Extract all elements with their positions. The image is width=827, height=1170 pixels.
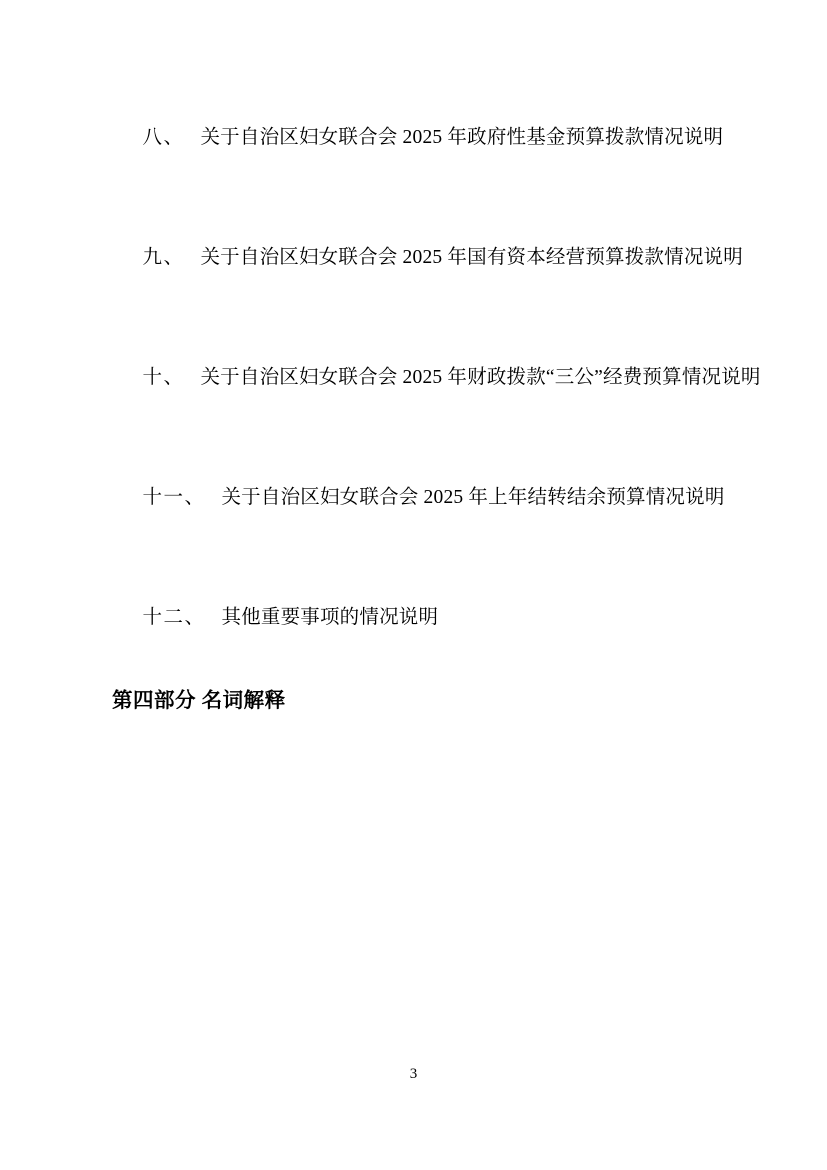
toc-entry (112, 198, 743, 318)
toc-entry (112, 78, 722, 198)
toc-entry-number: 十一、 (142, 487, 206, 508)
page-number: 3 (409, 1066, 418, 1082)
toc-entry-text: 关于自治区妇女联合会 2025 年政府性基金预算拨款情况说明 (200, 127, 724, 148)
toc-entry-text: 关于自治区妇女联合会 2025 年上年结转结余预算情况说明 (221, 487, 725, 508)
table-of-contents (112, 78, 761, 722)
toc-entry-text: 关于自治区妇女联合会 2025 年国有资本经营预算拨款情况说明 (200, 247, 743, 268)
toc-entry (112, 318, 761, 438)
toc-entry-number: 八、 (142, 127, 185, 148)
toc-entry-number: 九、 (142, 247, 185, 268)
toc-entry-text: 其他重要事项的情况说明 (221, 607, 439, 628)
part-heading: 第四部分 名词解释 (112, 690, 286, 712)
toc-entry (112, 558, 722, 678)
toc-entry-number: 十二、 (142, 607, 206, 628)
toc-entry-text: 关于自治区妇女联合会 2025 年财政拨款“三公”经费预算情况说明 (200, 367, 761, 388)
toc-entry-number: 十、 (142, 367, 185, 388)
toc-entry (112, 438, 725, 558)
